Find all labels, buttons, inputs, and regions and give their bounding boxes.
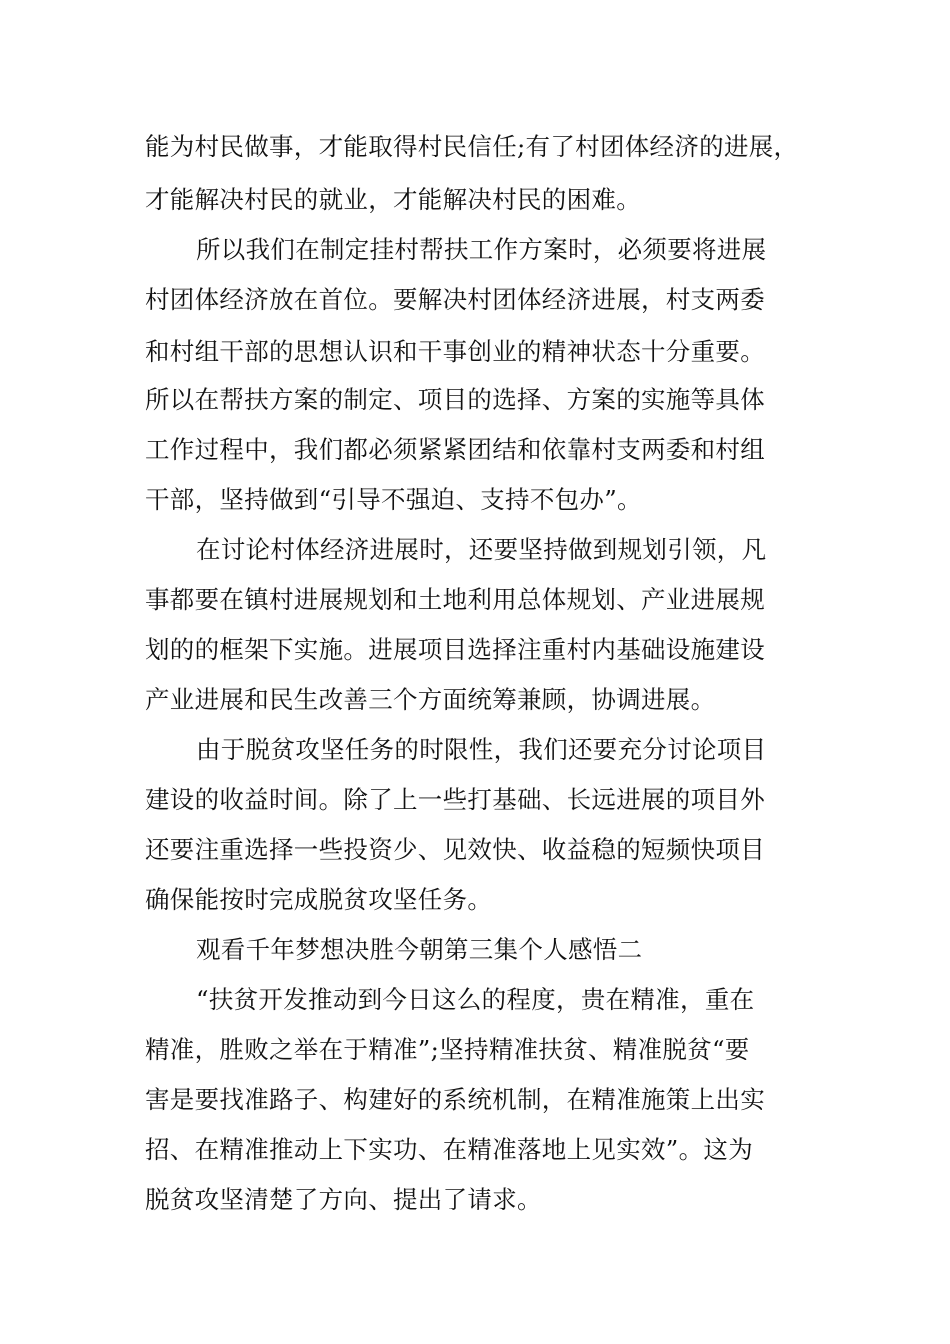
text-line: 和村组干部的思想认识和干事创业的精神状态十分重要。 [145,337,765,366]
section-heading: 观看千年梦想决胜今朝第三集个人感悟二 [196,935,643,964]
text-line: 事都要在镇村进展规划和土地利用总体规划、产业进展规 [145,585,765,614]
text-line: 由于脱贫攻坚任务的时限性，我们还要充分讨论项目 [196,735,767,764]
text-line: 干部，坚持做到“引导不强迫、支持不包办”。 [145,485,642,514]
text-line: 精准，胜败之举在于精准”;坚持精准扶贫、精准脱贫“要 [145,1035,750,1064]
text-line: 能为村民做事，才能取得村民信任;有了村团体经济的进展， [145,132,799,161]
text-line: 脱贫攻坚清楚了方向、提出了请求。 [145,1185,542,1214]
text-line: “扶贫开发推动到今日这么的程度，贵在精准，重在 [196,985,755,1014]
text-line: 村团体经济放在首位。要解决村团体经济进展，村支两委 [145,285,765,314]
text-line: 才能解决村民的就业，才能解决村民的困难。 [145,185,641,214]
text-line: 建设的收益时间。除了上一些打基础、长远进展的项目外 [145,785,765,814]
text-line: 产业进展和民生改善三个方面统筹兼顾，协调进展。 [145,685,716,714]
text-line: 招、在精准推动上下实功、在精准落地上见实效”。这为 [145,1135,754,1164]
text-line: 划的的框架下实施。进展项目选择注重村内基础设施建设 [145,635,765,664]
text-line: 所以在帮扶方案的制定、项目的选择、方案的实施等具体 [145,385,765,414]
text-line: 工作过程中，我们都必须紧紧团结和依靠村支两委和村组 [145,435,765,464]
text-line: 确保能按时完成脱贫攻坚任务。 [145,885,493,914]
text-line: 所以我们在制定挂村帮扶工作方案时，必须要将进展 [196,235,767,264]
text-line: 害是要找准路子、构建好的系统机制，在精准施策上出实 [145,1085,765,1114]
text-line: 还要注重选择一些投资少、见效快、收益稳的短频快项目 [145,835,765,864]
text-line: 在讨论村体经济进展时，还要坚持做到规划引领，凡 [196,535,767,564]
